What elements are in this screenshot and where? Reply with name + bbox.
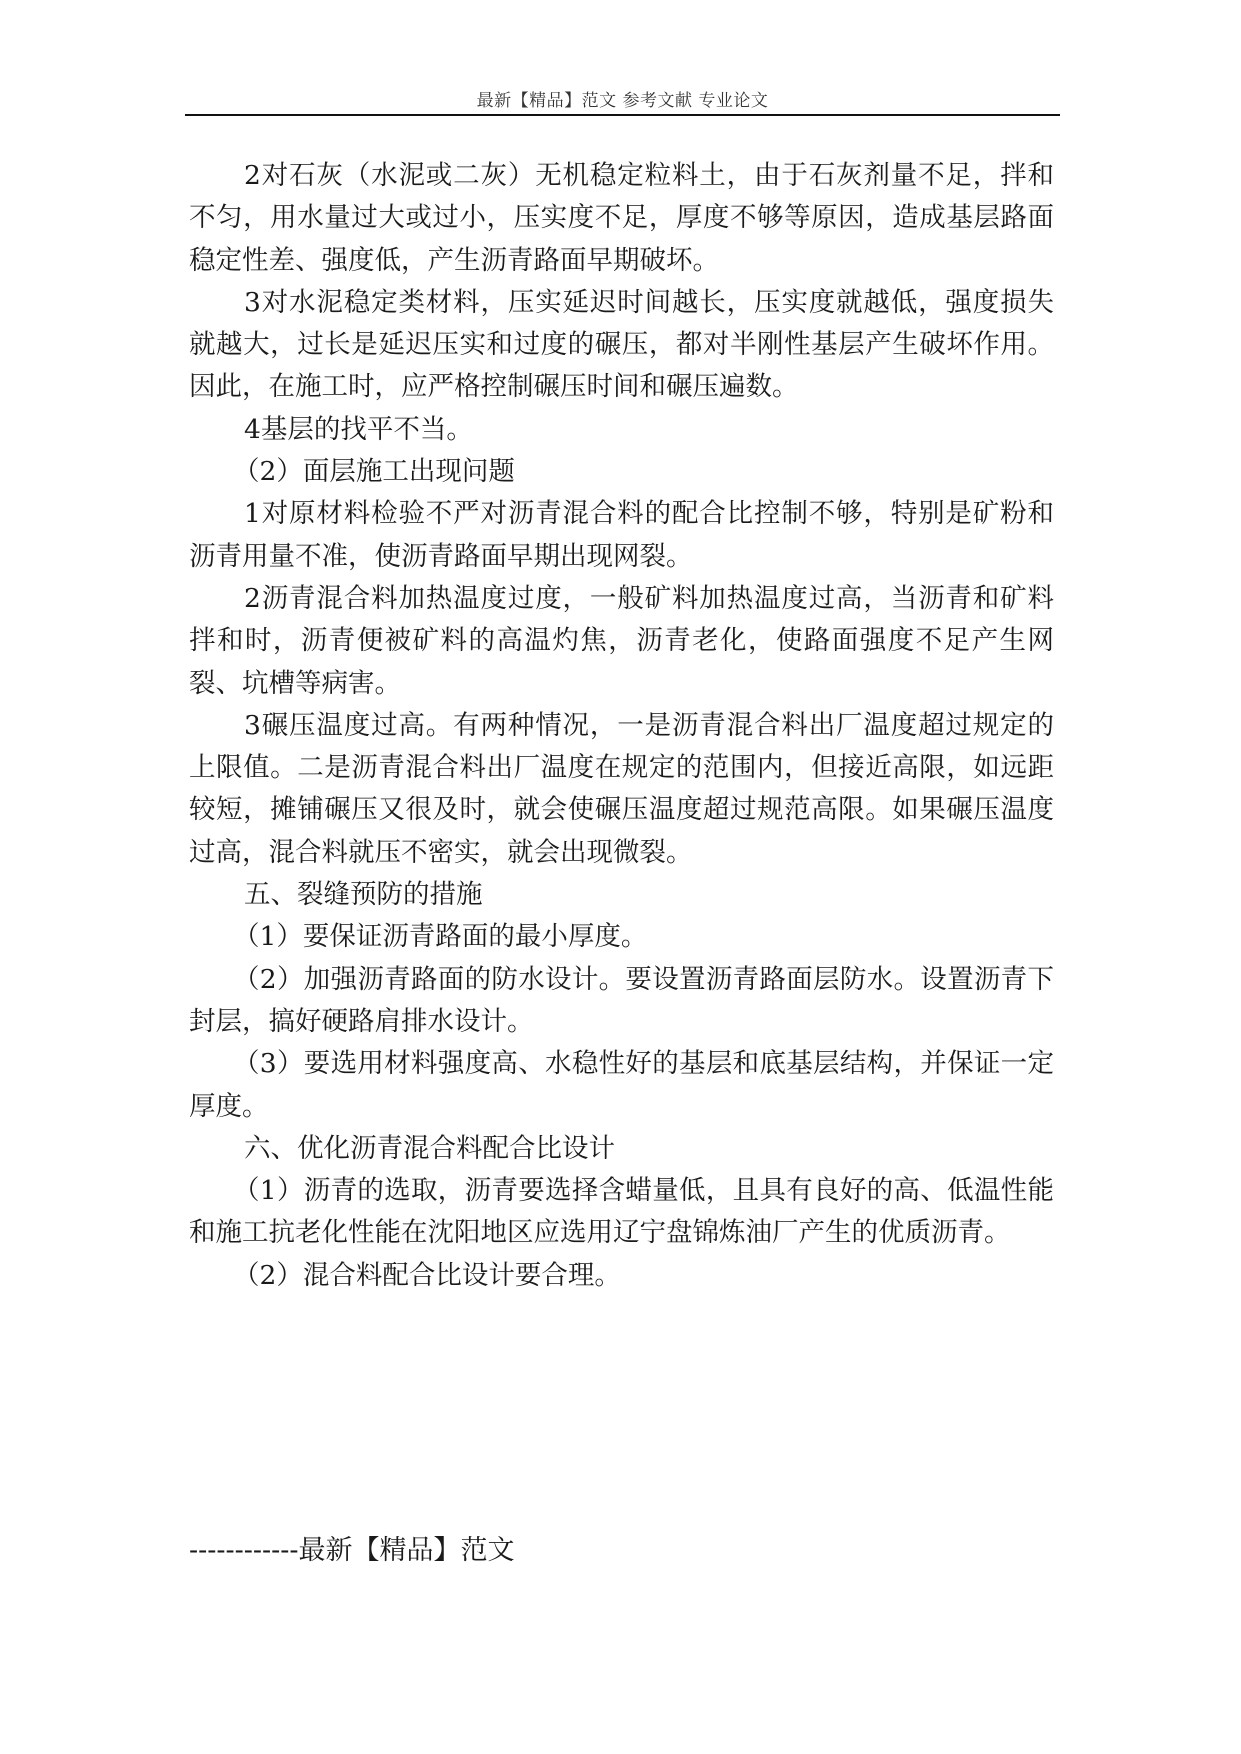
page-header: 最新【精品】范文 参考文献 专业论文 [476, 91, 769, 111]
document-body [189, 155, 1054, 1297]
paragraph-base-leveling: 4基层的找平不当。 [244, 413, 473, 445]
paragraph-base-cement-stabilized: 3对水泥稳定类材料，压实延迟时间越长，压实度就越低，强度损失就越大，过长是延迟压实和过度的碾压，都对半刚性基层产生破坏作用。因此，在施工时，应严格控制碾压时间和碾压遍数。 [189, 286, 1054, 403]
paragraph-base-lime-stabilized: 2对石灰（水泥或二灰）无机稳定粒料土，由于石灰剂量不足，拌和不匀，用水量过大或过小，压实度不足，厚度不够等原因，造成基层路面稳定性差、强度低，产生沥青路面早期破坏。 [189, 160, 1054, 276]
list-item-mix-ratio: （2）混合料配合比设计要合理。 [233, 1259, 621, 1291]
page-footer: ------------最新【精品】范文 [189, 1535, 515, 1566]
paragraph-rolling-temperature: 3碾压温度过高。有两种情况，一是沥青混合料出厂温度超过规定的上限值。二是沥青混合料出厂温度在规定的范围内，但接近高限，如远距较短，摊铺碾压又很及时，就会使碾压温度超过规范高限。如果碾压温度过高，混合料就压不密实，就会出现微裂。 [189, 709, 1054, 868]
paragraph-heating-temperature: 2沥青混合料加热温度过度，一般矿料加热温度过高，当沥青和矿料拌和时，沥青便被矿料的高温灼焦，沥青老化，使路面强度不足产生网裂、坑槽等病害。 [189, 582, 1054, 699]
subheading-surface-construction: （2）面层施工出现问题 [233, 456, 515, 488]
header-divider [185, 114, 1060, 116]
paragraph-raw-material-inspection: 1对原材料检验不严对沥青混合料的配合比控制不够，特别是矿粉和沥青用量不准，使沥青路面早期出现网裂。 [189, 498, 1054, 572]
section-heading-mix-design: 六、优化沥青混合料配合比设计 [244, 1132, 615, 1164]
list-item-base-materials: （3）要选用材料强度高、水稳性好的基层和底基层结构，并保证一定厚度。 [189, 1048, 1054, 1122]
list-item-waterproof-design: （2）加强沥青路面的防水设计。要设置沥青路面层防水。设置沥青下封层，搞好硬路肩排水设计。 [189, 963, 1054, 1037]
list-item-asphalt-selection: （1）沥青的选取，沥青要选择含蜡量低，且具有良好的高、低温性能和施工抗老化性能在沈阳地区应选用辽宁盘锦炼油厂产生的优质沥青。 [189, 1175, 1054, 1249]
list-item-min-thickness: （1）要保证沥青路面的最小厚度。 [233, 921, 648, 953]
section-heading-crack-prevention: 五、裂缝预防的措施 [244, 879, 483, 911]
